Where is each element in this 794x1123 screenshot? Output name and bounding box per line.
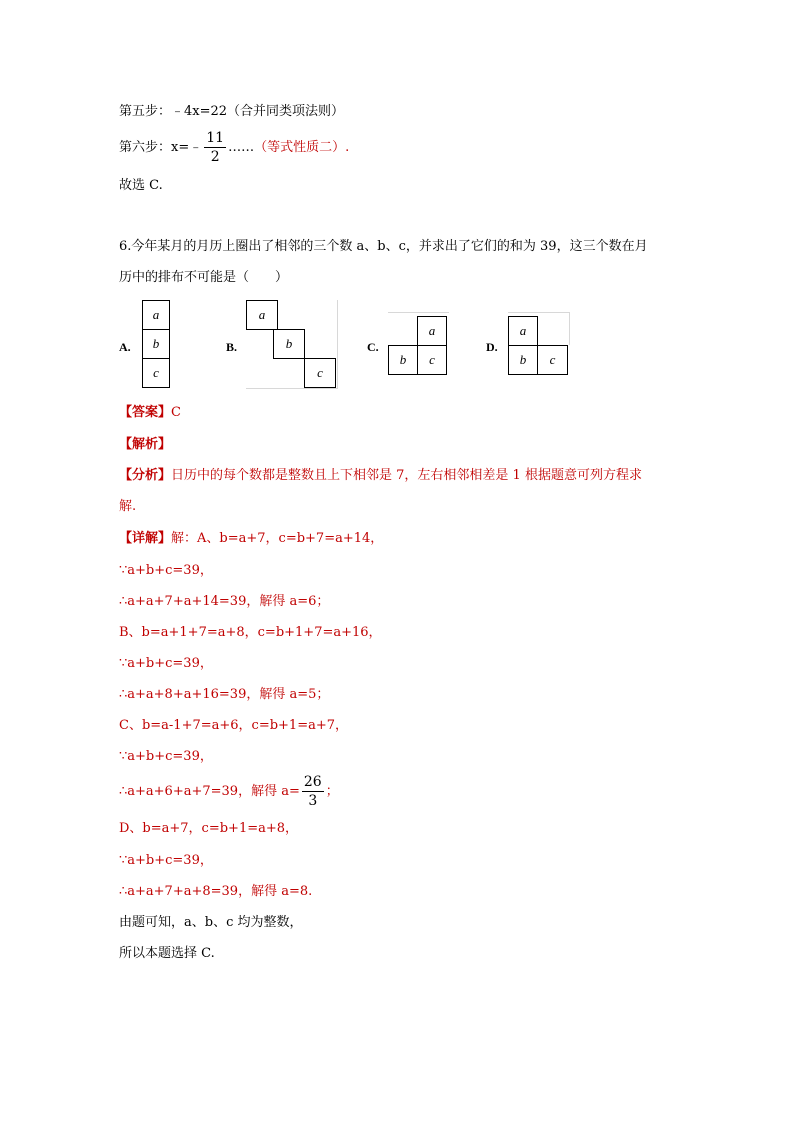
fenxi-line-1 [119,467,642,485]
step6-line [119,128,349,168]
detail-line-3: ∴a+a+7+a+14=39，解得 a=6； [119,594,330,609]
option-b-label: B. [226,340,238,354]
step6-denominator: 2 [210,149,220,165]
detail-line-9: D、b=a+7，c=b+1=a+8， [119,821,299,836]
step6-numerator: 11 [206,130,225,146]
option-c-cell-c: c [417,345,447,375]
option-d-cell-a: a [508,316,538,346]
prev-conclusion: 故选 C. [119,178,163,193]
option-b-cell-b: b [273,329,305,359]
detail-line-6: ∴a+a+8+a+16=39，解得 a=5； [119,687,330,702]
c-solve-suffix: ； [325,784,339,799]
answer-value: C [171,405,181,420]
option-d-grid-top [508,312,570,313]
detail-line-1 [119,530,383,548]
option-c-cell-a: a [417,316,447,346]
option-b-grid-bottom [246,388,338,389]
c-solve-prefix: ∴a+a+6+a+7=39，解得 a= [119,784,300,799]
detail-line-4: B、b=a+1+7=a+8，c=b+1+7=a+16， [119,625,382,640]
option-a-cell-a: a [142,300,170,330]
step5-line: 第五步：﹣4x=22（合并同类项法则） [119,104,345,119]
detail-line-10: ∵a+b+c=39， [119,853,213,868]
detail-line-2: ∵a+b+c=39， [119,563,213,578]
step6-note: （等式性质二）. [254,140,350,155]
c-solve-fraction [302,773,324,810]
option-d-label: D. [486,340,498,354]
option-c-grid-top [388,312,449,313]
option-b-cell-c: c [304,358,336,388]
summary-line-2: 所以本题选择 C. [119,946,215,961]
option-a-cell-c: c [142,358,170,388]
option-c-label: C. [367,340,379,354]
option-b-cell-a: a [246,300,278,330]
analysis-tag: 【解析】 [119,437,172,452]
fenxi-text-1: 日历中的每个数都是整数且上下相邻是 7，左右相邻相差是 1 根据题意可列方程求 [171,468,642,483]
question-line-1: 6.今年某月的月历上圈出了相邻的三个数 a、b、c，并求出了它们的和为 39，这三个数在月 [119,239,648,254]
c-solve-numerator: 26 [303,774,322,790]
option-c-cell-b: b [388,345,418,375]
detail-line-11: ∴a+a+7+a+8=39，解得 a=8. [119,884,313,899]
step6-dots: …… [228,140,255,155]
fenxi-line-2: 解. [119,499,137,514]
answer-tag: 【答案】 [119,405,172,420]
detail-line-7: C、b=a-1+7=a+6，c=b+1=a+7， [119,718,349,733]
fenxi-tag: 【分析】 [119,468,172,483]
c-solve-denominator: 3 [308,793,318,809]
detail-line-8: ∵a+b+c=39， [119,749,213,764]
detail-c-solve-line [119,772,339,812]
step6-prefix: 第六步：x=﹣ [119,140,203,155]
option-d-cell-b: b [508,345,538,375]
option-a-cell-b: b [142,329,170,359]
option-d-cell-c: c [537,345,568,375]
step6-fraction [204,129,226,166]
detail-line-5: ∵a+b+c=39， [119,656,213,671]
summary-line-1: 由题可知，a、b、c 均为整数， [119,915,303,930]
option-a-label: A. [119,340,131,354]
detail-tag: 【详解】 [119,531,172,546]
detail-text-1: 解：A、b=a+7，c=b+7=a+14， [171,531,384,546]
option-d-grid-right [569,312,570,345]
question-line-2: 历中的排布不可能是（ ） [119,270,289,285]
option-b-grid-right [337,300,338,388]
answer-line [119,404,181,422]
